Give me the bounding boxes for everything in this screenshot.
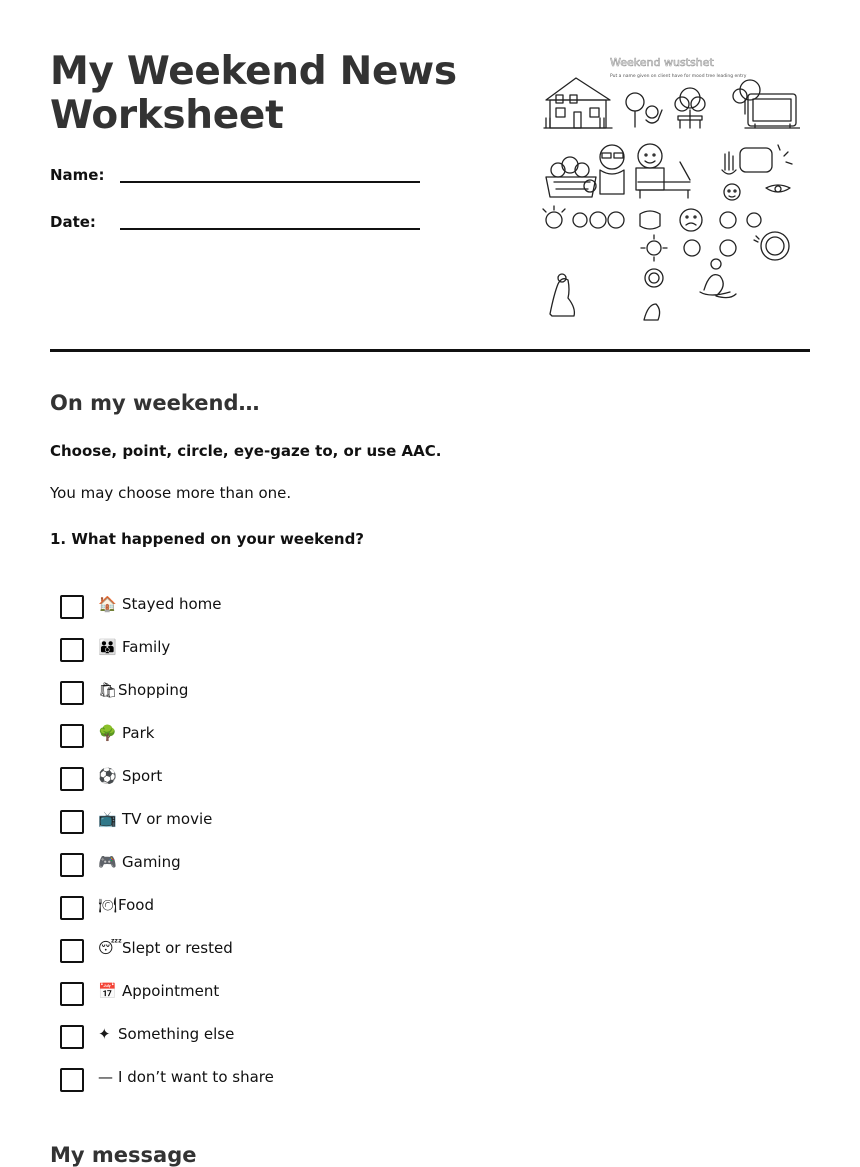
page-title: My Weekend News Worksheet [50,49,457,138]
sleeping-face-icon: 😴 [98,939,123,957]
option-label: Slept or rested [122,939,233,957]
instruction-text: Choose, point, circle, eye-gaze to, or use AAC. [50,442,442,460]
option-label: Appointment [122,982,220,1000]
option-checkbox[interactable] [60,1068,84,1092]
option-label: Something else [118,1025,235,1043]
dash-icon: — [98,1068,113,1086]
header-divider [50,349,810,352]
option-slept-or-rested[interactable] [60,934,460,964]
option-checkbox[interactable] [60,810,84,834]
option-sport[interactable] [60,762,460,792]
tv-drawing [745,94,800,128]
option-stayed-home[interactable] [60,590,460,620]
hand-and-pillow-drawing [722,145,792,174]
emotion-circles-drawing [543,206,789,261]
option-checkbox[interactable] [60,982,84,1006]
name-label: Name: [50,166,105,184]
choose-more-note: You may choose more than one. [50,484,292,502]
date-label: Date: [50,213,96,231]
option-label: Shopping [118,681,189,699]
faces-row-drawing [724,184,790,200]
name-write-line[interactable] [120,181,420,183]
option-checkbox[interactable] [60,767,84,791]
weekend-illustration [540,52,800,327]
animals-drawing [550,259,736,320]
option-something-else[interactable] [60,1020,460,1050]
option-label: Stayed home [122,595,222,613]
option-checkbox[interactable] [60,1025,84,1049]
option-shopping[interactable] [60,676,460,706]
option-tv-or-movie[interactable] [60,805,460,835]
family-icon: 👪 [98,638,117,656]
option-checkbox[interactable] [60,681,84,705]
tree-icon: 🌳 [98,724,117,742]
option-park[interactable] [60,719,460,749]
child-with-sunglasses-drawing [600,145,624,194]
soccer-ball-icon: ⚽ [98,767,117,785]
option-gaming[interactable] [60,848,460,878]
option-label: TV or movie [122,810,213,828]
option-checkbox[interactable] [60,896,84,920]
option-appointment[interactable] [60,977,460,1007]
option-label: Food [118,896,154,914]
option-label: Family [122,638,171,656]
sparkle-icon: ✦ [98,1025,111,1043]
house-icon: 🏠 [98,595,117,613]
option-i-don-t-want-to-share[interactable] [60,1063,460,1093]
option-label: Sport [122,767,163,785]
vegetables-basket-drawing [546,157,596,197]
date-write-line[interactable] [120,228,420,230]
option-checkbox[interactable] [60,724,84,748]
option-checkbox[interactable] [60,638,84,662]
illustration-title: Weekend wustshet [610,56,714,69]
house-drawing [544,78,612,128]
child-on-bench-drawing [636,144,690,198]
option-checkbox[interactable] [60,853,84,877]
date-field[interactable] [50,213,420,237]
game-controller-icon: 🎮 [98,853,117,871]
option-food[interactable] [60,891,460,921]
message-section-title: My message [50,1143,197,1167]
shopping-bags-icon: 🛍 [98,681,118,699]
option-label: I don’t want to share [118,1068,274,1086]
option-checkbox[interactable] [60,939,84,963]
television-icon: 📺 [98,810,117,828]
trees-and-birds-drawing [626,80,760,128]
option-label: Park [122,724,155,742]
illustration-caption: Put a name given on client have for mood tree leading entry [610,74,747,79]
question-1: 1. What happened on your weekend? [50,530,365,548]
name-field[interactable] [50,166,420,190]
plate-cutlery-icon: 🍽 [98,896,118,914]
option-family[interactable] [60,633,460,663]
calendar-icon: 📅 [98,982,117,1000]
section-title: On my weekend… [50,391,260,415]
option-checkbox[interactable] [60,595,84,619]
option-label: Gaming [122,853,181,871]
